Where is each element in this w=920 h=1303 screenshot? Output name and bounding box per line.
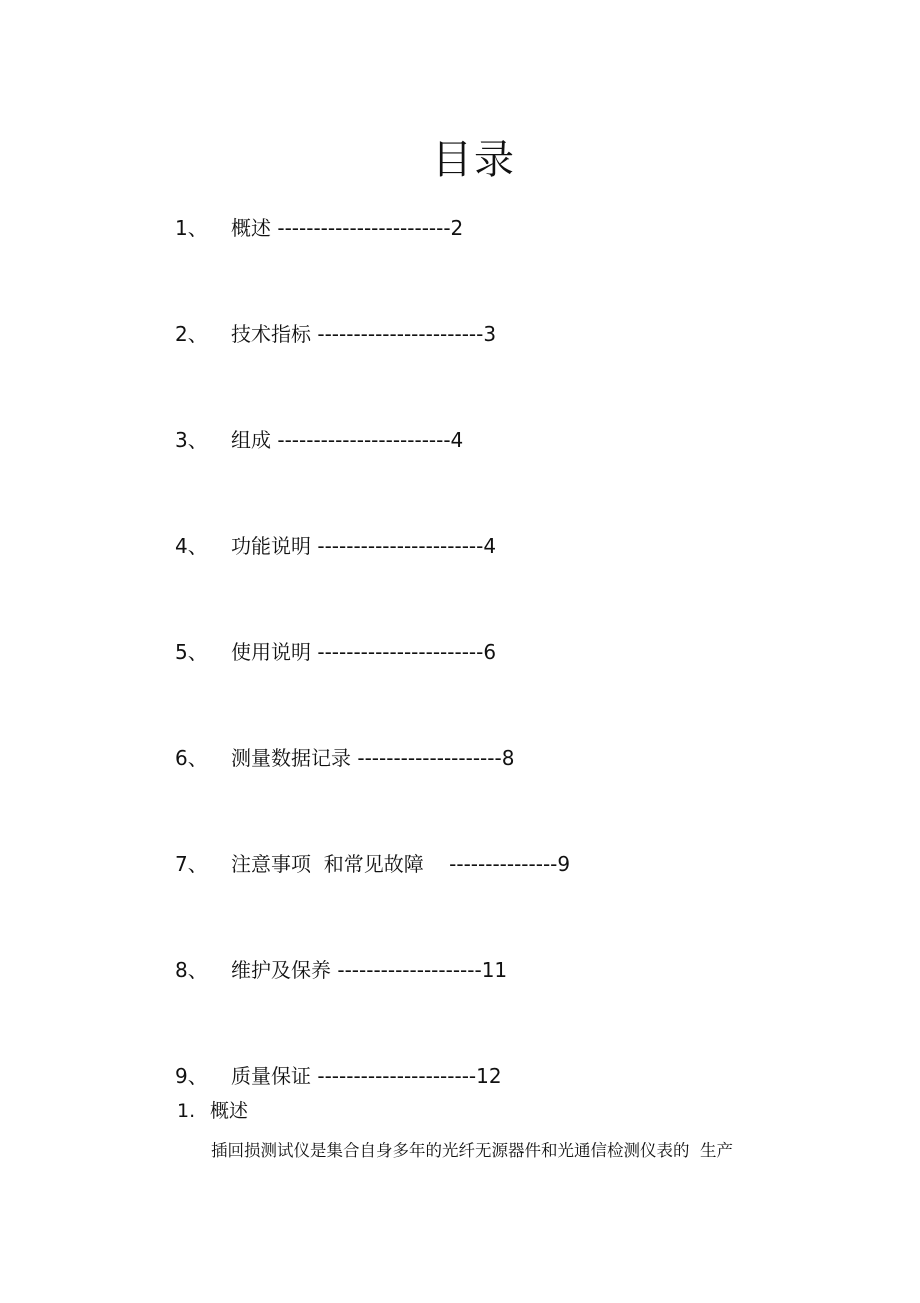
- section-title: 概述: [210, 1100, 249, 1122]
- toc-label: 功能说明 -----------------------4: [231, 534, 497, 558]
- toc-number: 8、: [175, 958, 208, 982]
- toc-number: 2、: [175, 322, 208, 346]
- toc-number: 9、: [175, 1064, 208, 1088]
- toc-label: 组成 ------------------------4: [231, 428, 464, 452]
- toc-label: 质量保证 ----------------------12: [231, 1064, 502, 1088]
- page-title: 目录: [432, 137, 516, 183]
- toc-number: 6、: [175, 746, 208, 770]
- toc-label: 使用说明 -----------------------6: [231, 640, 497, 664]
- toc-label: 维护及保养 --------------------11: [231, 958, 508, 982]
- toc-number: 3、: [175, 428, 208, 452]
- toc-number: 7、: [175, 852, 208, 876]
- toc-label: 概述 ------------------------2: [231, 216, 464, 240]
- toc-number: 5、: [175, 640, 208, 664]
- section-number: 1.: [177, 1100, 196, 1122]
- toc-number: 1、: [175, 216, 208, 240]
- toc-label: 测量数据记录 --------------------8: [231, 746, 515, 770]
- body-paragraph: 插回损测试仪是集合自身多年的光纤无源器件和光通信检测仪表的 生产: [211, 1141, 733, 1160]
- toc-label: 注意事项 和常见故障 ---------------9: [231, 852, 571, 876]
- toc-label: 技术指标 -----------------------3: [231, 322, 497, 346]
- toc-number: 4、: [175, 534, 208, 558]
